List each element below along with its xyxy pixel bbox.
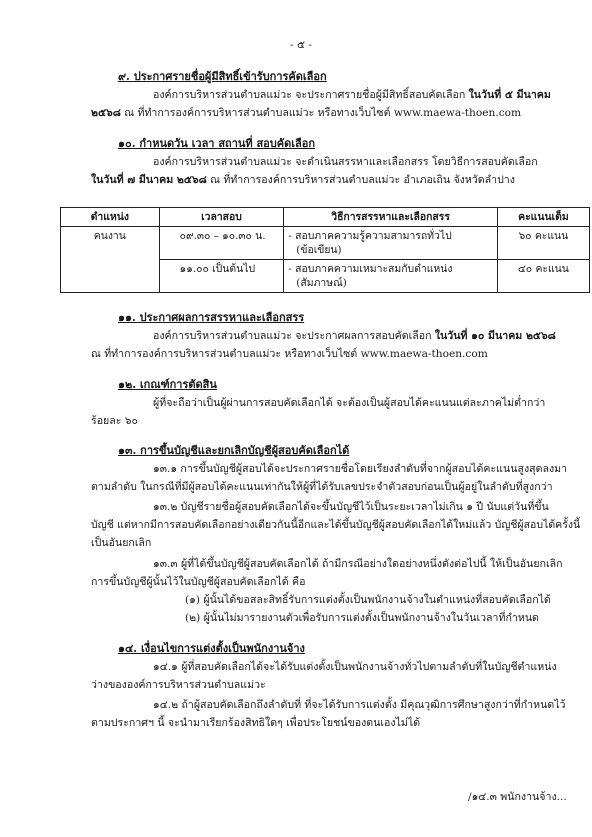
section-11-line-2: ณ ที่ทำการองค์การบริหารส่วนตำบลแม่วะ หรือทางเว็บไซต์ www.maewa-thoen.com <box>91 348 488 360</box>
exam-schedule-table <box>60 207 590 293</box>
section-9-text: องค์การบริหารส่วนตำบลแม่วะ จะประกาศรายชื่อผู้มีสิทธิ์สอบคัดเลือก <box>153 89 469 101</box>
page-number: - ๕ - <box>290 39 312 51</box>
header-score: คะแนนเต็ม <box>497 208 589 227</box>
section-11-date: ในวันที่ ๑๐ มีนาคม ๒๕๖๘ <box>434 330 556 342</box>
section-14-1-line-1: ๑๔.๑ ผู้ที่สอบคัดเลือกได้จะได้รับแต่งตั้งเป็นพนักงานจ้างทั่วไปตามลำดับที่ในบัญชีตำแหน่ง <box>153 661 557 673</box>
section-13-1-line-2: ตามลำดับ ในกรณีที่มีผู้สอบได้คะแนนเท่ากันให้ผู้ที่ได้รับเลขประจำตัวสอบก่อนเป็นผู้อยู่ในลำดับที่สูงกว่า <box>91 481 553 493</box>
section-13-2-line-2: บัญชี แต่หากมีการสอบคัดเลือกอย่างเดียวกันนี้อีกและได้ขึ้นบัญชีผู้สอบคัดเลือกได้ใหม่แล้ว บัญชีผู้สอบได้ครั้งนี้ <box>91 519 581 531</box>
section-10-line-1: องค์การบริหารส่วนตำบลแม่วะ จะดำเนินสรรหาและเลือกสรร โดยวิธีการสอบคัดเลือก <box>153 156 538 168</box>
section-13-heading: ๑๓. การขึ้นบัญชีและยกเลิกบัญชีผู้สอบคัดเลือกได้ <box>118 444 350 457</box>
header-position: ตำแหน่ง <box>61 208 160 227</box>
section-13-item-1: (๑) ผู้นั้นได้ขอสละสิทธิ์รับการแต่งตั้งเป็นพนักงานจ้างในตำแหน่งที่สอบคัดเลือกได้ <box>185 594 551 606</box>
cell-time: ๐๙.๓๐ – ๑๐.๓๐ น. <box>159 227 284 260</box>
section-9-date: ในวันที่ ๕ มีนาคม <box>468 89 551 101</box>
method-line: - สอบภาคความรู้ความสามารถทั่วไป <box>288 230 452 242</box>
section-12-line-2: ร้อยละ ๖๐ <box>91 415 138 427</box>
section-13-2-line-1: ๑๓.๒ บัญชีรายชื่อผู้สอบคัดเลือกได้จะขึ้นบัญชีไว้เป็นระยะเวลาไม่เกิน ๑ ปี นับแต่วันที่ขึ้น <box>153 501 549 513</box>
method-note: (สัมภาษณ์) <box>296 277 347 289</box>
section-10-heading: ๑๐. กำหนดวัน เวลา สถานที่ สอบคัดเลือก <box>118 137 316 150</box>
section-9-year: ๒๕๖๘ <box>91 107 121 119</box>
continuation-note: /๑๔.๓ พนักงานจ้าง... <box>468 791 567 803</box>
cell-score: ๖๐ คะแนน <box>497 227 589 260</box>
section-10-line-2 <box>91 173 515 187</box>
section-14-2-line-1: ๑๔.๒ ถ้าผู้สอบคัดเลือกถึงลำดับที่ ที่จะได้รับการแต่งตั้ง มีคุณวุฒิการศึกษาสูงกว่าที่กำหนดไว้ <box>153 699 566 711</box>
header-method: วิธีการสรรหาและเลือกสรร <box>284 208 498 227</box>
section-13-2-line-3: เป็นอันยกเลิก <box>91 537 152 549</box>
section-14-1-line-2: ว่างขององค์การบริหารส่วนตำบลแม่วะ <box>91 679 266 691</box>
cell-method <box>284 260 498 293</box>
section-14-2-line-2: ตามประกาศฯ นี้ จะนำมาเรียกร้องสิทธิใดๆ เพื่อประโยชน์ของตนเองไม่ได้ <box>91 717 421 729</box>
section-9-heading: ๙. ประกาศรายชื่อผู้มีสิทธิ์เข้ารับการคัดเลือก <box>118 70 327 83</box>
method-line: - สอบภาคความเหมาะสมกับตำแหน่ง <box>288 263 453 275</box>
section-13-item-2: (๒) ผู้นั้นไม่มารายงานตัวเพื่อรับการแต่งตั้งเป็นพนักงานจ้างในวันเวลาที่กำหนด <box>185 612 539 624</box>
section-9-place: ณ ที่ทำการองค์การบริหารส่วนตำบลแม่วะ หรือทางเว็บไซต์ www.maewa-thoen.com <box>120 107 522 119</box>
table-header-row <box>61 208 590 227</box>
section-11-line-1 <box>153 329 556 343</box>
section-9-line-1 <box>153 88 551 102</box>
cell-method <box>284 227 498 260</box>
section-11-text: องค์การบริหารส่วนตำบลแม่วะ จะประกาศผลการสอบคัดเลือก <box>153 330 435 342</box>
section-13-3-line-2: การขึ้นบัญชีผู้นั้นไว้ในบัญชีผู้สอบคัดเลือกได้ คือ <box>91 576 306 588</box>
section-13-3-line-1: ๑๓.๓ ผู้ที่ได้ขึ้นบัญชีผู้สอบคัดเลือกได้ ถ้ามีกรณีอย่างใดอย่างหนึ่งดังต่อไปนี้ ให้เป็นอันยกเลิก <box>153 558 563 570</box>
section-9-line-2 <box>91 106 521 120</box>
section-11-heading: ๑๑. ประกาศผลการสรรหาและเลือกสรร <box>118 311 305 324</box>
section-12-heading: ๑๒. เกณฑ์การตัดสิน <box>118 378 217 391</box>
section-10-place: ณ ที่ทำการองค์การบริหารส่วนตำบลแม่วะ อำเภอเถิน จังหวัดลำปาง <box>206 174 515 186</box>
cell-position: คนงาน <box>61 227 160 293</box>
section-12-line-1: ผู้ที่จะถือว่าเป็นผู้ผ่านการสอบคัดเลือกได้ จะต้องเป็นผู้สอบได้คะแนนแต่ละภาคไม่ต่ำกว่า <box>153 397 546 409</box>
section-14-heading: ๑๔. เงื่อนไขการแต่งตั้งเป็นพนักงานจ้าง <box>118 642 305 655</box>
section-13-1-line-1: ๑๓.๑ การขึ้นบัญชีผู้สอบได้จะประกาศรายชื่อโดยเรียงลำดับที่จากผู้สอบได้คะแนนสูงสุดลงมา <box>153 463 568 475</box>
cell-score: ๔๐ คะแนน <box>497 260 589 293</box>
header-time: เวลาสอบ <box>159 208 284 227</box>
cell-time: ๑๑.๐๐ เป็นต้นไป <box>159 260 284 293</box>
section-10-date: ในวันที่ ๗ มีนาคม ๒๕๖๘ <box>91 174 207 186</box>
table-row <box>61 227 590 260</box>
method-note: (ข้อเขียน) <box>296 244 342 256</box>
